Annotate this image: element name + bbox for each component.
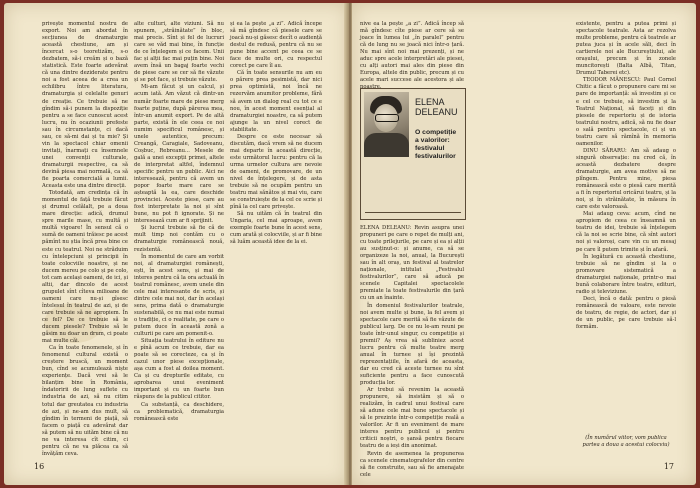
paragraph: Mi-am făcut și un calcul, și acum iată. Am văzut că dintr-un număr foarte mare de piese merg foarte puține, după părerea mea, într-un anumit export. Pe de altă parte, există în ele ceea ce noi numim specificul românesc, și unele autentice, precum: Creangă, Caragiale, Sadoveanu, Coșbuc, Rebreanu... Mesele de gală a unei excepții primei, altele de interpretat altfel, îndemnul specific pentru un public. Aici ne interesează, pentru că avem un popor foarte mare care se așteaptă la ea, care deschide provinciei. Aceste piese, care au fost interpretate la noi și sînt bune, nu pot fi ignorate. Și ne interesează cum ar fi sprijinit. [134,84,224,225]
right-column-2 [470,21,564,461]
left-column-1 [42,21,128,461]
paragraph: Ar trebui să revenim la această propunere, să insistăm și să o realizăm, în cadrul unui festival care să adune cele mai bune spectacole și să le prezinte într-o competiție reală a valorilor. Ar fi un eveniment de mare interes pentru publicul și pentru criticii noștri, o șansă pentru fiecare teatru de a ieși din anonimat. [360,387,464,450]
speaker-last-name: DELEANU [415,107,458,117]
paragraph: Deci, încă o dată: pentru o piesă românească de valoare, este nevoie de teatru, de regie, de actori, dar și de un public, pe care trebuie să-l formăm. [576,295,676,331]
right-page [352,3,696,485]
paragraph: Totodată, am credința că în momentul de față trebuie făcut și drumul celălalt, pe a doua mare direcție: adică, drumul spre marile mase, cu multă și multă vigoare! În sensul că o sumă de oameni trăiesc pe acest pămînt nu știa încă prea bine ce este cu teatrul. Noi ne străduim cu întelepciuni și principii în toate colocviile noastre, și ne ducem mereu pe colo și pe colo, tot cam același oameni, de ici, și altii, dar dincolo de acest grupulet sînt cîteva milioane de oameni care nu-și gîsesc întelesul în teatrul de azi, și de care trebuie să ne apropiem. În ce fel? De ce trebuie să le ducem piesele? Trebuie să le găsim nu doar un drum, ci poate mai multe căi. [42,190,129,345]
continuation-note: (În numărul viitor, vom publica partea a doua a acestui colocviu) [582,435,670,449]
title-line: a valorilor: [415,137,450,144]
paragraph: Ca în toate fenomenele, și în fenomenul cultural există o creștere bruscă, un moment bun, cînd se acumulează niște experiențe. Dacă vrei să le bilanțim bine în România, îndatoririi de lung suflete cu industria de azi, să nu citim totul dar greutatea cu industria de azi, și ne-am dus mult, să gîndim în termeni de piață, să facem o piață cu adevărat dar să putem să nu uităm bine că nu ne va interesa cît citim, ci pentru că ne va plăcea ca să învățăm ceva. [42,345,128,457]
title-line: festivalurilor [415,153,456,160]
paragraph: Și lucrul trebuie să fie că de mult timp noi contăm cu o dramaturgie românească nouă, rezistentă. [134,225,224,253]
paragraph: Revin de asemenea la propunerea ca scenele cinematografelor din centre să fie construite, sau să fie amenajate cele [360,450,464,478]
left-column-3 [230,21,322,461]
paragraph: existente, pentru a putea primi și spectacole teatrale. Asta ar rezolva multe probleme, pentru că teatrele ar putea juca și în acele săli, deci în cartierele noi ale Bucureștiului, ale orașului, precum și în zonele muncitorești (Balta Albă, Titan, Drumul Taberei etc). [576,21,676,77]
section-title [415,129,465,161]
paragraph: nive ea la pește „a zi”. Adică încep să mă gîndesc cîte piese ar cere să se joace în lumea lui „în paralel” pentru că de lung nu se joacă nici într-o țară. Nu mai sînt noi mai prezenți, și ne aduc spre acele interpretări ale piesei, cu alți autori mai ales din piese din Europa, altele din public, precum și cu acele mari succese ale acestora și ale [360,21,464,84]
left-page [4,3,348,485]
portrait-glasses [375,114,399,122]
paragraph: Ca substanță, ca deschidere, ca problematică, dramaturgia românească este [134,401,224,422]
page-number-left: 16 [34,462,45,471]
speaker-name [415,97,463,117]
paragraph: ELENA DELEANU: Revin asupra unei propuneri pe care o repet de mulți ani, cu toate prilejurile, pe care și ea și alții au susținut-o: și anume, ca să se organizeze la noi, anual, la București sau în alt oraș, un festival al teatrelor naționale, intitulat „Festivalul festivalurilor”, care să aducă pe scenele Capitalei spectacolele premiate la toate festivalurile din țară cu un an înainte. [360,225,464,302]
paragraph: privește momentul nostru de export. Noi am abordat în secțiunea de dramaturgie această chestiune, am și încercat s-o teoretizăm, s-o dezbatem, să-i creăm și o bază statistică. Este foarte adevărat că una dintre deziderate pentru noi a fost aceea de a crea un echilibru între literatura, dramaturgia și celelalte genuri de creație. Ce trebuie să ne gîndim să-i punem la dispoziție pentru a se face cunoscut acest lucru, nu în ocaziunii prefeste sau în circumstanțe, ci dacă sau, ce să-mi dai și tu mie? Și vin la spectacol chiar omenii invitați, înarmați cu însemnele unei convenții culturale, dramaturgii respective, ca să devină piesa mai normală, ca să fie poarta comercială a lumii. Aceasta este una dintre direcții. [42,21,128,190]
paragraph: Despre ce este necesar să discutăm, dacă vrem să ne ducem mai departe în această direcție, este următorul lucru: pentru că la urma urmelor cultura are nevoie de oameni, de promovare, de un nivel de înțelegere, și de asta trebuie să ne ocupăm pentru un teatru mai sănătos și mai viu, care se construiește de la cel ce scrie și pînă la cel care privește. [230,133,322,211]
paragraph: În legătură cu această chestiune, trebuie să ne gîndim și la o promovare sistematică a dramaturgiei naționale, printr-o mai bună colaborare între teatre, edituri, radio și televiziune. [576,253,676,295]
paragraph: TEODOR MĂNESCU: Paul Cornel Chitic a făcut o propunere care mi se pare de importanță: să investim și ce e cel ce trebuie, să investim și la Teatrul Național, să faceți și din piesele de repertoriu și de istoria teatrului nostru, adică, să nu fie doar o sală pentru spectacole, ci și un teatru care să rămînă în memoria oamenilor. [576,77,676,147]
speaker-first-name: ELENA [415,97,445,107]
paragraph: DINU SĂRARU: Am să adaug o singură observație: nu cred că, în această dezbatere despre dramaturgie, am avea motive să ne plîngem. Pentru mine, piesa românească este o piesă care merită a fi în repertoriul oricărui teatru, și la noi, și în străinătate, în măsura în care este valoroasă. [576,147,676,211]
title-line: O competiție [415,129,457,136]
right-column-1-top [360,21,464,87]
paragraph: Să nu uităm că în teatrul din Ungaria, cel mai aproape, avem exemple foarte bune în acest sens, cum arată și colocviile, și ar fi bine să luăm această idee de la ei. [230,211,322,246]
paragraph: Mai adaug ceva: acum, cînd ne apropiem de ceea ce înseamnă un teatru de idei, trebuie să înțelegem că la noi se scrie bine, că sînt autori noi și valoroși, care vin cu un mesaj pe care îl putem trimite și în afară. [576,211,676,253]
title-line: festivalul [415,145,445,152]
paragraph: alte culturi, alte viziuni. Să nu spunem, „străinătate” în bloc, mai precis. Sînt și fel de lucruri care se văd mai bine, în funcție de ce înțelegem și ce facem. Unii fac și alții fac mai puțin bine. Noi avem însă un bagaj foarte vechi de piese care se cer să fie văzute și se pot face, și trebuie văzute. [134,21,224,84]
interview-box [360,88,466,220]
paragraph: Situația teatrului în editure nu e pînă acum ce trebuie, dar ea poate să se corecteze, ca și în cazul unor piese excepționale, așa cum a fost al doilea moment. Ca și cu drepturile editate, cu aprobarea unui eveniment important și cu un foarte bun răspuns de la publicul cititor. [134,338,224,401]
box-divider [365,212,461,213]
right-column-3 [576,21,676,441]
portrait-body [364,133,409,157]
portrait-photo [364,92,409,157]
paragraph: În momentul de care am vorbit noi, al dramaturgiei românești, ești, în acest sens, și mai de interes pentru că la ora actuală în teatrul românesc, avem unele din cele mai interesante de scris, și dintre cele mai noi, dar în același sens, prima dată o dramaturgie sustenabilă, ce nu mai este numai o tradiție, ci o realitate, pe care o putem duce în această zonă a culturii pe care am pomenit-o. [134,253,224,338]
page-number-right: 17 [663,462,674,471]
right-column-1-bottom [360,225,464,478]
paragraph: Că în toate sensurile nu am eu o părere prea pesimistă, dar nici prea optimistă, noi încă ne rezervăm anumitor probleme, fără să avem un dialog real cu tot ce e nou, în acest moment esențial al dramaturgiei noastre, ca să putem ajunge la un nivel corect de stabilitate. [230,70,322,133]
paragraph: În domeniul festivalurilor teatrale, noi avem multe și bune, la fel avem și spectacole care merită să fie văzute de publicul larg. De ce nu le-am reuni pe toate într-unul singur, cu competiție și premii? Aș vrea să subliniez acest lucru pentru că multe teatre merg anual în turnee și își prezintă reprezentațiile, în afară de aceasta, dar eu cred că aceste turnee nu sînt suficiente pentru a face cunoscută producția lor. [360,302,464,387]
left-column-2 [134,21,224,461]
paragraph: și ea la pește „a zi”. Adică începe să mă gîndesc că piesele care se joacă nu-și găsesc decît o audiență destul de redusă, pentru că nu se pune bine accent pe ceea ce se face de multe ori, cu respectul corect pe care îl au. [230,21,322,70]
